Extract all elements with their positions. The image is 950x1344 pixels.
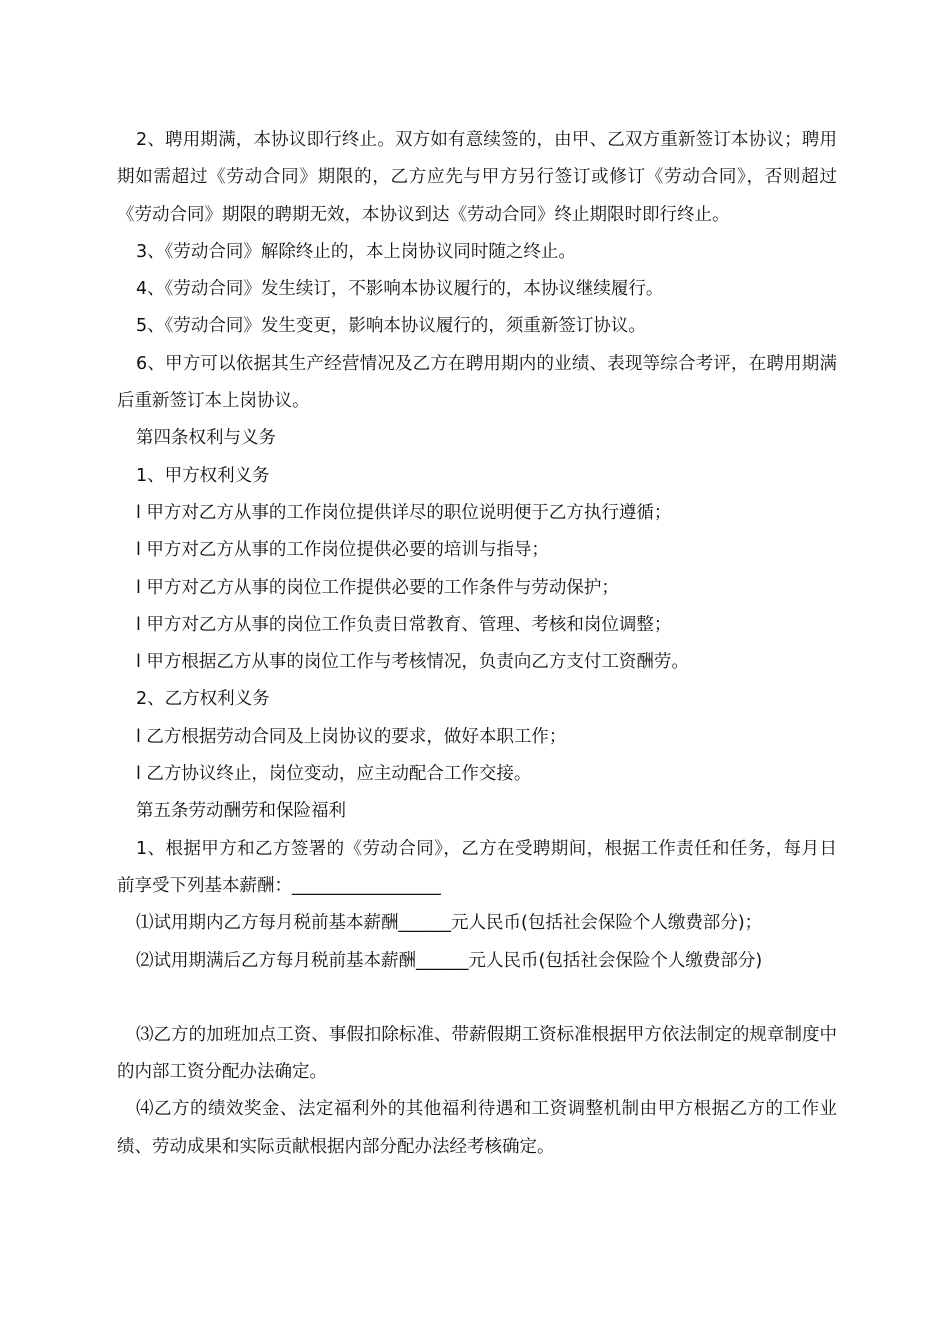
document-body (117, 122, 837, 1166)
clause-continuation-paragraph: 4、《劳动合同》发生续订，不影响本协议履行的，本协议继续履行。 (136, 279, 664, 300)
salary-item-4: ⑷乙方的绩效奖金、法定福利外的其他福利待遇和工资调整机制由甲方根据乙方的工作业绩、劳动成果和实际贡献根据内部分配办法经考核确定。 (117, 1099, 837, 1157)
article-five-heading: 第五条劳动酬劳和保险福利 (136, 801, 346, 822)
salary-clause-paragraph: 1、根据甲方和乙方签署的《劳动合同》，乙方在受聘期间，根据工作责任和任务，每月日前享受下列基本薪酬：_________________ (117, 838, 837, 896)
clause-review-paragraph: 6、甲方可以依据其生产经营情况及乙方在聘用期内的业绩、表现等综合考评，在聘用期满后重新签订本上岗协议。 (117, 353, 837, 412)
party-a-rights-heading: 1、甲方权利义务 (136, 465, 270, 486)
party-a-item-3: l 甲方对乙方从事的岗位工作提供必要的工作条件与劳动保护； (136, 577, 619, 598)
party-a-item-4: l 甲方对乙方从事的岗位工作负责日常教育、管理、考核和岗位调整； (136, 614, 672, 635)
party-b-rights-heading: 2、乙方权利义务 (136, 689, 270, 710)
clause-change-paragraph: 5、《劳动合同》发生变更，影响本协议履行的，须重新签订协议。 (136, 316, 646, 337)
party-b-item-2: l 乙方协议终止，岗位变动，应主动配合工作交接。 (136, 764, 532, 785)
salary-item-1: ⑴试用期内乙方每月税前基本薪酬______元人民币(包括社会保险个人缴费部分)； (136, 913, 763, 934)
blank-line (117, 980, 837, 1017)
party-b-item-1: l 乙方根据劳动合同及上岗协议的要求，做好本职工作； (136, 726, 567, 747)
party-a-item-1: l 甲方对乙方从事的工作岗位提供详尽的职位说明便于乙方执行遵循； (136, 502, 672, 523)
party-a-item-5: l 甲方根据乙方从事的岗位工作与考核情况，负责向乙方支付工资酬劳。 (136, 652, 689, 673)
article-four-heading: 第四条权利与义务 (136, 428, 276, 449)
party-a-item-2: l 甲方对乙方从事的工作岗位提供必要的培训与指导； (136, 540, 549, 561)
clause-renewal-paragraph: 2、聘用期满，本协议即行终止。双方如有意续签的，由甲、乙双方重新签订本协议；聘用期如需超过《劳动合同》期限的，乙方应先与甲方另行签订或修订《劳动合同》，否则超过《劳动合同》期限的聘期无效，本协议到达《劳动合同》终止期限时即行终止。 (117, 130, 837, 225)
salary-item-2: ⑵试用期满后乙方每月税前基本薪酬______元人民币(包括社会保险个人缴费部分) (136, 950, 763, 971)
clause-termination-paragraph: 3、《劳动合同》解除终止的，本上岗协议同时随之终止。 (136, 241, 576, 262)
salary-item-3: ⑶乙方的加班加点工资、事假扣除标准、带薪假期工资标准根据甲方依法制定的规章制度中的内部工资分配办法确定。 (117, 1024, 837, 1083)
